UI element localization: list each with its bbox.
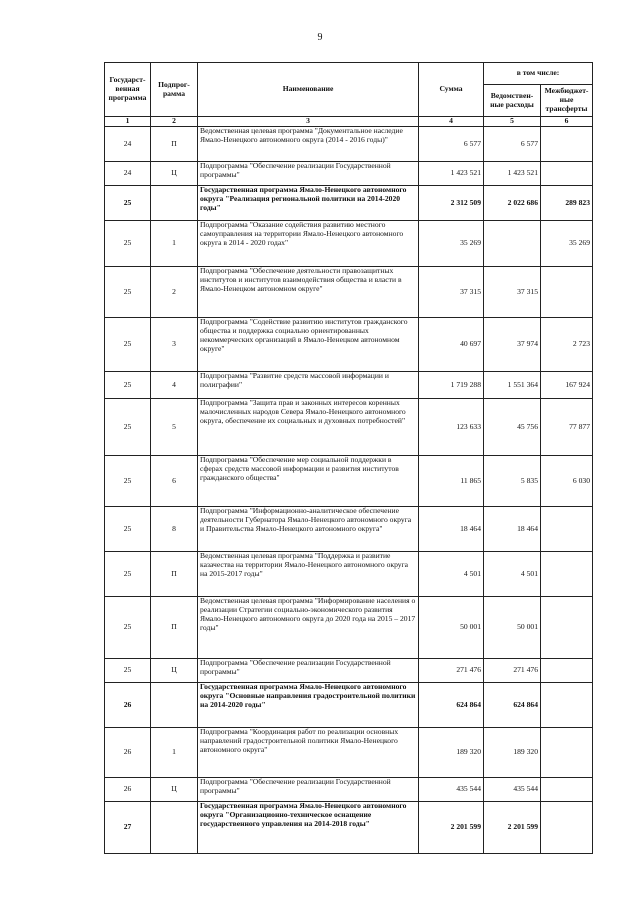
program-cell: 25 (105, 399, 151, 456)
departmental-cell: 37 315 (484, 267, 541, 318)
subprogram-cell: 1 (151, 728, 198, 778)
subprogram-cell: 8 (151, 507, 198, 552)
table-row (105, 659, 593, 683)
sum-cell: 18 464 (419, 507, 484, 552)
transfers-cell (541, 683, 593, 728)
program-cell: 25 (105, 456, 151, 507)
sum-cell: 40 697 (419, 318, 484, 372)
column-number-1: 1 (105, 117, 151, 127)
header-departmental: Ведомствен-ные расходы (484, 85, 541, 117)
departmental-cell: 45 756 (484, 399, 541, 456)
sum-cell: 1 719 288 (419, 372, 484, 399)
transfers-cell: 35 269 (541, 221, 593, 267)
departmental-cell: 624 864 (484, 683, 541, 728)
transfers-cell (541, 778, 593, 802)
transfers-cell (541, 659, 593, 683)
name-cell: Ведомственная целевая программа "Документальное наследие Ямало-Ненецкого автономного округа (2014 - 2016 годы)" (198, 127, 419, 162)
departmental-cell: 435 544 (484, 778, 541, 802)
sum-cell: 624 864 (419, 683, 484, 728)
column-number-3: 3 (198, 117, 419, 127)
table-row (105, 267, 593, 318)
table-row (105, 778, 593, 802)
transfers-cell (541, 507, 593, 552)
program-cell: 25 (105, 552, 151, 597)
column-number-6: 6 (541, 117, 593, 127)
program-cell: 25 (105, 318, 151, 372)
sum-cell: 2 312 509 (419, 186, 484, 221)
subprogram-cell: П (151, 597, 198, 659)
program-cell: 26 (105, 728, 151, 778)
transfers-cell (541, 162, 593, 186)
table-row (105, 728, 593, 778)
header-including: в том числе: (484, 63, 593, 85)
name-cell: Государственная программа Ямало-Ненецкого автономного округа "Реализация региональной политики на 2014-2020 годы" (198, 186, 419, 221)
program-cell: 26 (105, 683, 151, 728)
sum-cell: 37 315 (419, 267, 484, 318)
sum-cell: 50 001 (419, 597, 484, 659)
name-cell: Государственная программа Ямало-Ненецкого автономного округа "Основные направления градостроительной политики на 2014-2020 годы" (198, 683, 419, 728)
subprogram-cell: 1 (151, 221, 198, 267)
program-cell: 25 (105, 597, 151, 659)
name-cell: Государственная программа Ямало-Ненецкого автономного округа "Организационно-техническое оснащение государственного управления на 2014-2018 годы" (198, 802, 419, 854)
sum-cell: 271 476 (419, 659, 484, 683)
page-number: 9 (317, 32, 323, 43)
subprogram-cell (151, 683, 198, 728)
subprogram-cell: П (151, 552, 198, 597)
name-cell: Подпрограмма "Развитие средств массовой информации и полиграфии" (198, 372, 419, 399)
transfers-cell: 289 823 (541, 186, 593, 221)
column-number-4: 4 (419, 117, 484, 127)
table-row (105, 399, 593, 456)
sum-cell: 2 201 599 (419, 802, 484, 854)
departmental-cell: 4 501 (484, 552, 541, 597)
header-program: Государст-венная программа (105, 63, 151, 117)
table-row (105, 456, 593, 507)
name-cell: Ведомственная целевая программа "Информирование населения о реализации Стратегии социально-экономического развития Ямало-Ненецкого автономного округа до 2020 года на 2015 – 2017 годы" (198, 597, 419, 659)
transfers-cell (541, 267, 593, 318)
table-row (105, 221, 593, 267)
budget-table (104, 62, 593, 854)
subprogram-cell: 6 (151, 456, 198, 507)
name-cell: Подпрограмма "Защита прав и законных интересов коренных малочисленных народов Севера Ямало-Ненецкого автономного округа, обеспечение их социальных и духовных потребностей" (198, 399, 419, 456)
departmental-cell: 189 320 (484, 728, 541, 778)
table-row (105, 318, 593, 372)
table-row (105, 597, 593, 659)
program-cell: 25 (105, 267, 151, 318)
subprogram-cell: 2 (151, 267, 198, 318)
departmental-cell: 50 001 (484, 597, 541, 659)
table-row (105, 127, 593, 162)
transfers-cell: 167 924 (541, 372, 593, 399)
table-row (105, 683, 593, 728)
transfers-cell (541, 728, 593, 778)
program-cell: 24 (105, 127, 151, 162)
program-cell: 26 (105, 778, 151, 802)
table-row (105, 162, 593, 186)
table-row (105, 186, 593, 221)
table-row (105, 552, 593, 597)
departmental-cell: 2 201 599 (484, 802, 541, 854)
name-cell: Подпрограмма "Обеспечение реализации Государственной программы" (198, 778, 419, 802)
departmental-cell: 37 974 (484, 318, 541, 372)
subprogram-cell: Ц (151, 162, 198, 186)
name-cell: Подпрограмма "Обеспечение реализации Государственной программы" (198, 162, 419, 186)
transfers-cell (541, 802, 593, 854)
table-row (105, 802, 593, 854)
program-cell: 25 (105, 221, 151, 267)
departmental-cell: 5 835 (484, 456, 541, 507)
program-cell: 27 (105, 802, 151, 854)
header-sum: Сумма (419, 63, 484, 117)
sum-cell: 435 544 (419, 778, 484, 802)
departmental-cell: 18 464 (484, 507, 541, 552)
departmental-cell: 1 423 521 (484, 162, 541, 186)
departmental-cell: 6 577 (484, 127, 541, 162)
header-transfers: Межбюджет-ные трансферты (541, 85, 593, 117)
sum-cell: 1 423 521 (419, 162, 484, 186)
name-cell: Подпрограмма "Содействие развитию институтов гражданского общества и поддержка социально ориентированных некоммерческих организаций в Ямало-Ненецком автономном округе" (198, 318, 419, 372)
departmental-cell: 271 476 (484, 659, 541, 683)
name-cell: Подпрограмма "Информационно-аналитическое обеспечение деятельности Губернатора Ямало-Ненецкого автономного округа и Правительства Ямало-Ненецкого автономного округа" (198, 507, 419, 552)
column-number-2: 2 (151, 117, 198, 127)
subprogram-cell: 5 (151, 399, 198, 456)
sum-cell: 123 633 (419, 399, 484, 456)
sum-cell: 6 577 (419, 127, 484, 162)
program-cell: 25 (105, 659, 151, 683)
table-row (105, 507, 593, 552)
subprogram-cell: П (151, 127, 198, 162)
sum-cell: 189 320 (419, 728, 484, 778)
program-cell: 25 (105, 507, 151, 552)
subprogram-cell: 4 (151, 372, 198, 399)
header-subprogram: Подпрог-рамма (151, 63, 198, 117)
sum-cell: 4 501 (419, 552, 484, 597)
name-cell: Подпрограмма "Обеспечение мер социальной поддержки в сферах средств массовой информации и развития институтов гражданского общества" (198, 456, 419, 507)
transfers-cell (541, 127, 593, 162)
sum-cell: 11 865 (419, 456, 484, 507)
subprogram-cell: Ц (151, 778, 198, 802)
name-cell: Подпрограмма "Координация работ по реализации основных направлений градостроительной политики Ямало-Ненецкого автономного округа" (198, 728, 419, 778)
name-cell: Подпрограмма "Обеспечение реализации Государственной программы" (198, 659, 419, 683)
name-cell: Ведомственная целевая программа "Поддержка и развитие казачества на территории Ямало-Ненецкого автономного округа на 2015-2017 годы" (198, 552, 419, 597)
sum-cell: 35 269 (419, 221, 484, 267)
transfers-cell: 77 877 (541, 399, 593, 456)
column-number-5: 5 (484, 117, 541, 127)
subprogram-cell: Ц (151, 659, 198, 683)
transfers-cell (541, 597, 593, 659)
departmental-cell: 1 551 364 (484, 372, 541, 399)
subprogram-cell: 3 (151, 318, 198, 372)
subprogram-cell (151, 802, 198, 854)
transfers-cell: 2 723 (541, 318, 593, 372)
departmental-cell: 2 022 686 (484, 186, 541, 221)
name-cell: Подпрограмма "Обеспечение деятельности правозащитных институтов и институтов взаимодействия общества и власти в Ямало-Ненецком автономном округе" (198, 267, 419, 318)
program-cell: 24 (105, 162, 151, 186)
program-cell: 25 (105, 372, 151, 399)
table-row (105, 372, 593, 399)
transfers-cell: 6 030 (541, 456, 593, 507)
subprogram-cell (151, 186, 198, 221)
header-name: Наименование (198, 63, 419, 117)
program-cell: 25 (105, 186, 151, 221)
transfers-cell (541, 552, 593, 597)
departmental-cell (484, 221, 541, 267)
name-cell: Подпрограмма "Оказание содействия развитию местного самоуправления на территории Ямало-Ненецкого автономного округа в 2014 - 2020 годах" (198, 221, 419, 267)
